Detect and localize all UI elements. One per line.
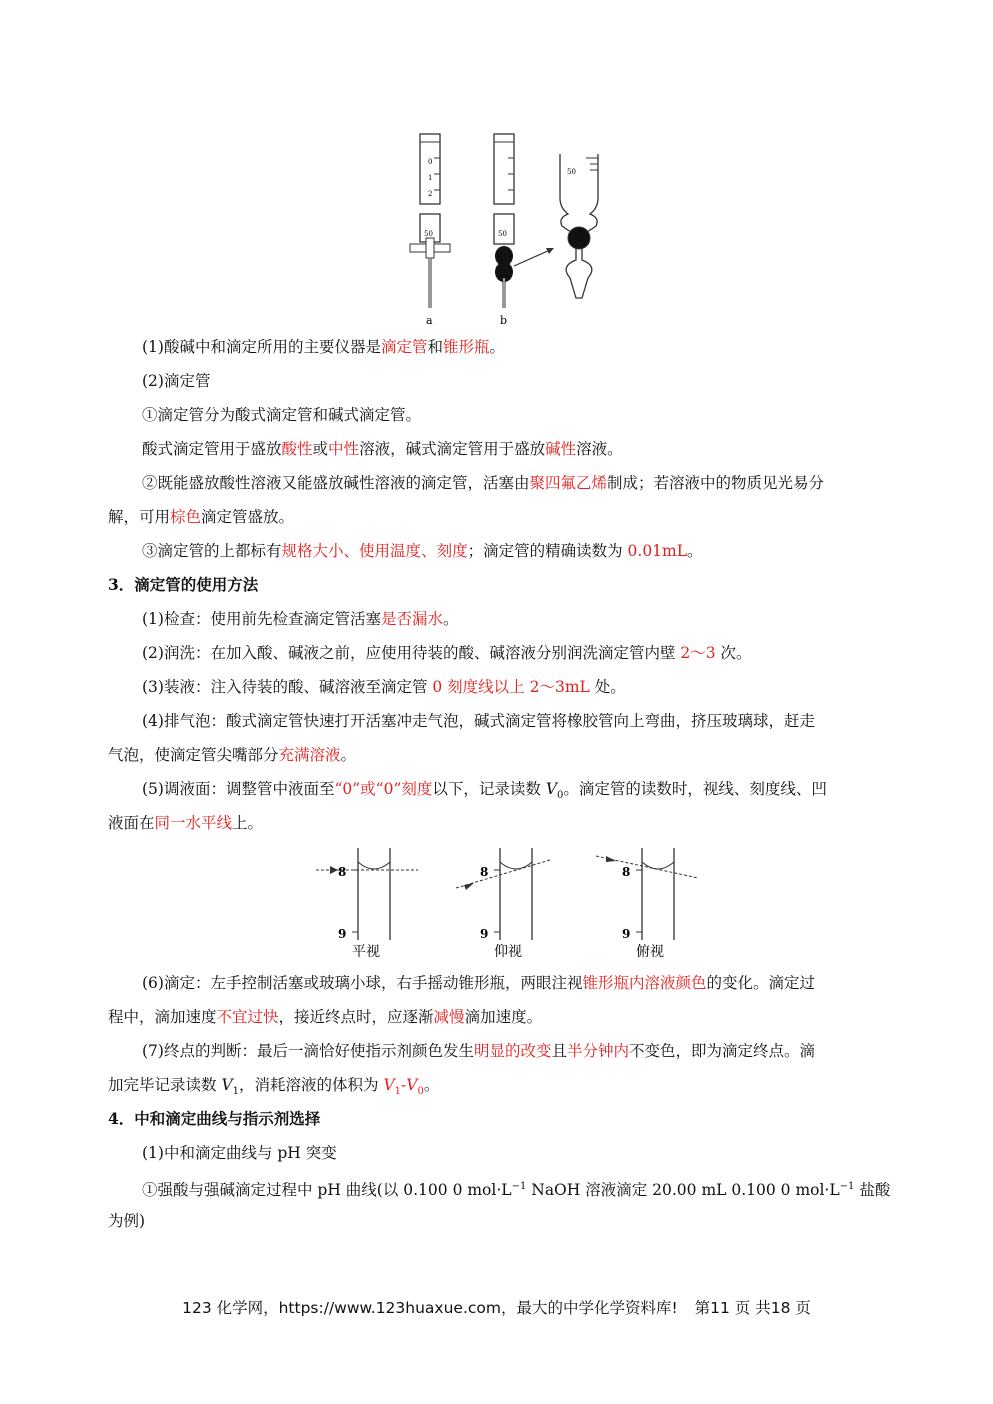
- text-line: (2)润洗：在加入酸、碱液之前，应使用待装的酸、碱溶液分别润洗滴定管内壁 2～3 次。: [142, 644, 752, 662]
- scale-mark: 50: [498, 230, 507, 238]
- scale-mark: 1: [428, 174, 433, 182]
- text-line: 程中，滴加速度不宜过快，接近终点时，应逐渐减慢滴加速度。: [108, 1008, 543, 1026]
- caption: 平视: [352, 944, 380, 960]
- text-line: (1)中和滴定曲线与 pH 突变: [142, 1144, 337, 1162]
- burette-figure: [400, 128, 610, 330]
- text-line: 解，可用棕色滴定管盛放。: [108, 508, 295, 526]
- text-line: ②既能盛放酸性溶液又能盛放碱性溶液的滴定管，活塞由聚四氟乙烯制成；若溶液中的物质见光易分: [142, 474, 825, 492]
- svg-text:9: 9: [480, 927, 489, 941]
- text-line: 酸式滴定管用于盛放酸性或中性溶液，碱式滴定管用于盛放碱性溶液。: [142, 440, 623, 458]
- svg-text:8: 8: [622, 865, 631, 879]
- svg-text:8: 8: [480, 865, 489, 879]
- scale-mark: 50: [424, 230, 433, 238]
- text-line: (2)滴定管: [142, 372, 211, 390]
- text-line: ①滴定管分为酸式滴定管和碱式滴定管。: [142, 406, 422, 424]
- text-line: (1)酸碱中和滴定所用的主要仪器是滴定管和锥形瓶。: [142, 338, 506, 356]
- text-line: 为例): [108, 1212, 146, 1230]
- text-line: (6)滴定：左手控制活塞或玻璃小球，右手摇动锥形瓶，两眼注视锥形瓶内溶液颜色的变化。滴定过: [142, 974, 815, 992]
- section-heading: 3．滴定管的使用方法: [108, 575, 259, 594]
- text-line: ③滴定管的上都标有规格大小、使用温度、刻度；滴定管的精确读数为 0.01mL。: [142, 542, 703, 560]
- svg-text:50: 50: [567, 168, 576, 176]
- text-line: 液面在同一水平线上。: [108, 814, 264, 832]
- footer-site: 123 化学网，https://www.123huaxue.com，最大的中学化学资料库!: [182, 1299, 678, 1317]
- scale-mark: 2: [428, 190, 433, 198]
- text-line: 气泡，使滴定管尖嘴部分充满溶液。: [108, 746, 357, 764]
- text-line: (3)装液：注入待装的酸、碱溶液至滴定管 0 刻度线以上 2～3mL 处。: [142, 678, 626, 696]
- svg-text:8: 8: [338, 865, 347, 879]
- page-footer: [0, 1296, 993, 1318]
- footer-page: 第11 页 共18 页: [694, 1299, 811, 1317]
- text-line: 加完毕记录读数 $V_1$，消耗溶液的体积为 $V_1-V_0$。: [108, 1076, 440, 1098]
- label-b: b: [500, 314, 508, 327]
- section-heading: 4．中和滴定曲线与指示剂选择: [108, 1109, 321, 1128]
- svg-text:9: 9: [622, 927, 631, 941]
- caption: 仰视: [494, 944, 522, 960]
- text-line: (1)检查：使用前先检查滴定管活塞是否漏水。: [142, 610, 459, 628]
- text-line: ①强酸与强碱滴定过程中 pH 曲线(以 0.100 0 $mol\cdot L^{-1}$ NaOH 溶液滴定 20.00 mL 0.100 0 $mol\cdot L^{-1}$ 盐酸: [142, 1181, 891, 1200]
- label-a: a: [426, 314, 433, 327]
- caption: 俯视: [636, 944, 664, 960]
- meniscus-figure: [308, 844, 700, 962]
- text-line: (7)终点的判断：最后一滴恰好使指示剂颜色发生明显的改变且半分钟内不变色，即为滴定终点。滴: [142, 1042, 816, 1060]
- text-line: (5)调液面：调整管中液面至“0”或“0”刻度以下，记录读数 $V_0$。滴定管的读数时，视线、刻度线、凹: [142, 780, 827, 802]
- scale-mark: 0: [428, 158, 433, 166]
- svg-text:9: 9: [338, 927, 347, 941]
- text-line: (4)排气泡：酸式滴定管快速打开活塞冲走气泡，碱式滴定管将橡胶管向上弯曲，挤压玻璃球，赶走: [142, 712, 815, 730]
